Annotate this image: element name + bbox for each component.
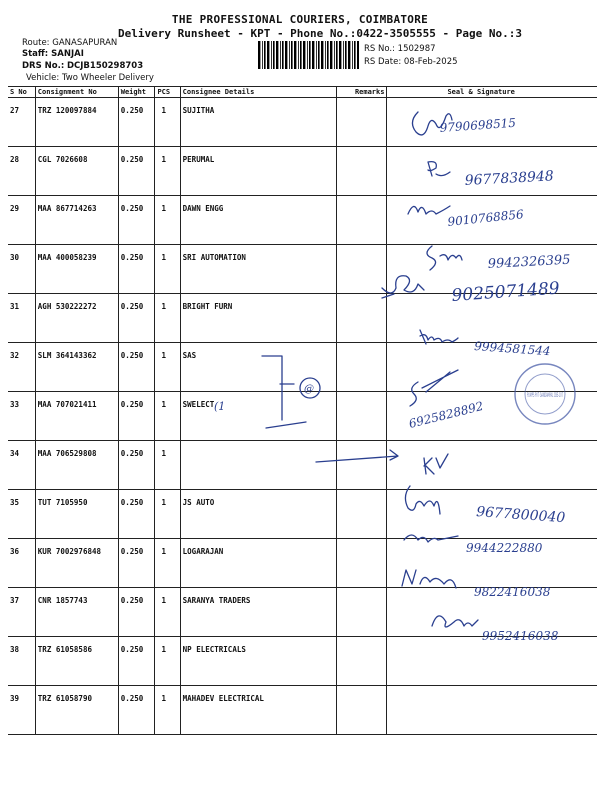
table-row [8, 539, 597, 588]
cell-consignee: JS AUTO [180, 490, 336, 539]
cell-pcs: 1 [155, 294, 180, 343]
col-pcs: PCS [155, 87, 180, 98]
company-title: THE PROFESSIONAL COURIERS, COIMBATORE [171, 13, 429, 26]
cell-seal [387, 441, 597, 490]
cell-consignment: TRZ 61058586 [35, 637, 118, 686]
cell-pcs: 1 [155, 196, 180, 245]
cell-consignment: CNR 1857743 [35, 588, 118, 637]
cell-seal [387, 637, 597, 686]
barcode-icon [258, 41, 359, 69]
rs-date: RS Date: 08-Feb-2025 [364, 57, 458, 67]
cell-remarks [337, 686, 387, 735]
cell-weight: 0.250 [118, 490, 155, 539]
cell-weight: 0.250 [118, 686, 155, 735]
phone-27: 9790698515 [439, 115, 517, 135]
cell-remarks [337, 490, 387, 539]
table-row [8, 441, 597, 490]
drs-label: DRS No.: [22, 61, 65, 71]
staff-label: Staff: SANJAI [22, 49, 84, 59]
table-row [8, 343, 597, 392]
cell-consignee: LOGARAJAN [180, 539, 336, 588]
cell-sno: 35 [8, 490, 35, 539]
col-consignment: Consignment No [35, 87, 118, 98]
table-row [8, 637, 597, 686]
cell-seal [387, 686, 597, 735]
phone-30: 9942326395 [487, 252, 571, 272]
table-row [8, 588, 597, 637]
cell-pcs: 1 [155, 343, 180, 392]
cell-consignee: NP ELECTRICALS [180, 637, 336, 686]
cell-consignment: MAA 706529808 [35, 441, 118, 490]
cell-consignee: PERUMAL [180, 147, 336, 196]
cell-consignee: DAWN ENGG [180, 196, 336, 245]
cell-pcs: 1 [155, 392, 180, 441]
cell-remarks [337, 98, 387, 147]
cell-remarks [337, 392, 387, 441]
cell-remarks [337, 147, 387, 196]
runsheet-title: Delivery Runsheet - KPT - Phone No.:0422-3505555 - Page No.:3 [118, 27, 522, 40]
cell-consignee: MAHADEV ELECTRICAL [180, 686, 336, 735]
cell-weight: 0.250 [118, 98, 155, 147]
stamp-text: PUMPS PVT GANDAMPAL CBE-107 [527, 392, 564, 399]
table-row [8, 392, 597, 441]
cell-consignment: MAA 400058239 [35, 245, 118, 294]
route-label: Route: GANASAPURAN [22, 38, 118, 48]
drs-number [22, 61, 143, 71]
phone-31: 9025071489 [450, 278, 561, 306]
cell-pcs: 1 [155, 539, 180, 588]
cell-weight: 0.250 [118, 245, 155, 294]
cell-pcs: 1 [155, 147, 180, 196]
cell-seal [387, 490, 597, 539]
circle-mark-text: @ [304, 384, 314, 395]
cell-sno: 36 [8, 539, 35, 588]
cell-consignment: MAA 707021411 [35, 392, 118, 441]
cell-consignee: SWELECT [180, 392, 336, 441]
phone-34: 6925828892 [407, 398, 485, 431]
vehicle-label: Vehicle: Two Wheeler Delivery [26, 73, 154, 83]
cell-weight: 0.250 [118, 392, 155, 441]
cell-sno: 38 [8, 637, 35, 686]
cell-weight: 0.250 [118, 343, 155, 392]
table-row [8, 98, 597, 147]
cell-seal [387, 147, 597, 196]
row-34-mark: (1 [214, 400, 226, 413]
phone-39b: 9952416038 [482, 629, 559, 643]
cell-sno: 33 [8, 392, 35, 441]
col-sno: S No [8, 87, 35, 98]
cell-consignee: SUJITHA [180, 98, 336, 147]
cell-sno: 32 [8, 343, 35, 392]
cell-seal [387, 98, 597, 147]
cell-remarks [337, 245, 387, 294]
cell-consignment: MAA 867714263 [35, 196, 118, 245]
cell-seal [387, 392, 597, 441]
cell-weight: 0.250 [118, 539, 155, 588]
cell-consignee: SAS [180, 343, 336, 392]
cell-consignment: KUR 7002976848 [35, 539, 118, 588]
cell-sno: 37 [8, 588, 35, 637]
phone-32: 9994581544 [473, 339, 551, 359]
cell-seal [387, 539, 597, 588]
cell-seal [387, 196, 597, 245]
cell-remarks [337, 343, 387, 392]
cell-weight: 0.250 [118, 637, 155, 686]
cell-remarks [337, 637, 387, 686]
cell-consignee: SARANYA TRADERS [180, 588, 336, 637]
cell-consignee: BRIGHT FURN [180, 294, 336, 343]
table-row [8, 147, 597, 196]
cell-pcs: 1 [155, 588, 180, 637]
cell-weight: 0.250 [118, 196, 155, 245]
cell-sno: 27 [8, 98, 35, 147]
table-row [8, 490, 597, 539]
cell-pcs: 1 [155, 441, 180, 490]
cell-remarks [337, 196, 387, 245]
cell-consignment: AGH 530222272 [35, 294, 118, 343]
rs-info [364, 43, 458, 69]
runsheet-table [8, 86, 597, 735]
cell-sno: 31 [8, 294, 35, 343]
cell-remarks [337, 441, 387, 490]
cell-sno: 39 [8, 686, 35, 735]
cell-weight: 0.250 [118, 588, 155, 637]
cell-pcs: 1 [155, 98, 180, 147]
col-remarks: Remarks [337, 87, 387, 98]
cell-remarks [337, 588, 387, 637]
cell-consignee: SRI AUTOMATION [180, 245, 336, 294]
phone-29: 9010768856 [446, 207, 525, 229]
cell-pcs: 1 [155, 686, 180, 735]
phone-38: 9944222880 [466, 541, 543, 555]
cell-pcs: 1 [155, 245, 180, 294]
cell-seal [387, 588, 597, 637]
cell-remarks [337, 539, 387, 588]
cell-consignment: TRZ 61058790 [35, 686, 118, 735]
table-header-row [8, 87, 597, 98]
cell-consignment: TRZ 120097884 [35, 98, 118, 147]
col-consignee: Consignee Details [180, 87, 336, 98]
cell-consignee [180, 441, 336, 490]
cell-sno: 34 [8, 441, 35, 490]
phone-28: 9677838948 [464, 168, 555, 189]
col-weight: Weight [118, 87, 155, 98]
phone-37: 9677800040 [475, 504, 566, 527]
table-row [8, 294, 597, 343]
cell-sno: 30 [8, 245, 35, 294]
col-seal: Seal & Signature [387, 87, 597, 98]
rs-number: RS No.: 1502987 [364, 44, 436, 54]
cell-pcs: 1 [155, 637, 180, 686]
cell-seal [387, 245, 597, 294]
cell-sno: 28 [8, 147, 35, 196]
cell-seal [387, 294, 597, 343]
cell-consignment: TUT 7105950 [35, 490, 118, 539]
cell-weight: 0.250 [118, 147, 155, 196]
cell-sno: 29 [8, 196, 35, 245]
cell-seal [387, 343, 597, 392]
phone-39: 9822416038 [474, 585, 551, 599]
cell-remarks [337, 294, 387, 343]
table-row [8, 196, 597, 245]
cell-weight: 0.250 [118, 441, 155, 490]
cell-consignment: CGL 7026608 [35, 147, 118, 196]
table-row [8, 686, 597, 735]
cell-pcs: 1 [155, 490, 180, 539]
cell-consignment: SLM 364143362 [35, 343, 118, 392]
table-row [8, 245, 597, 294]
cell-weight: 0.250 [118, 294, 155, 343]
drs-value: DCJB150298703 [66, 61, 144, 71]
